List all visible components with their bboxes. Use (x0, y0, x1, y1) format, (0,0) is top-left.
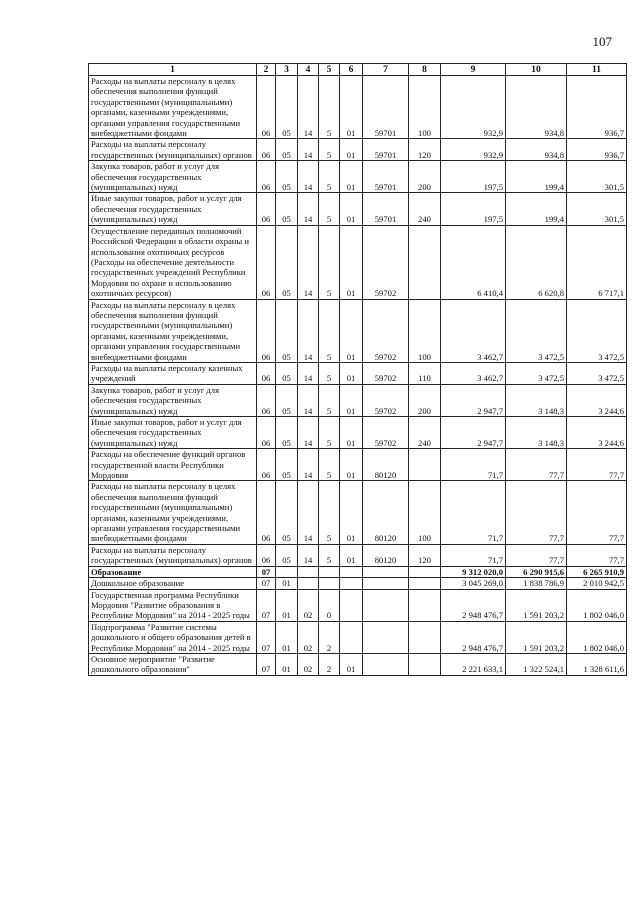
amount-year3: 936,7 (567, 76, 627, 139)
code-csr: 59702 (363, 384, 409, 416)
code-sub: 5 (319, 417, 340, 449)
row-name: Образование (89, 566, 257, 577)
amount-year3: 77,7 (567, 544, 627, 566)
code-ev: 01 (340, 481, 363, 544)
code-rz: 01 (276, 621, 298, 653)
table-row (89, 76, 627, 139)
table-row (89, 621, 627, 653)
amount-year3: 3 244,6 (567, 417, 627, 449)
page-number: 107 (592, 34, 612, 49)
amount-year3: 6 265 910,9 (567, 566, 627, 577)
table-row (89, 225, 627, 299)
amount-year1: 2 948 476,7 (441, 589, 506, 621)
amount-year3: 936,7 (567, 139, 627, 161)
column-header: 4 (298, 64, 319, 76)
code-pr (298, 578, 319, 589)
code-gp: 06 (257, 299, 276, 362)
code-vr: 200 (409, 384, 441, 416)
code-rz: 01 (276, 578, 298, 589)
table-row (89, 578, 627, 589)
code-gp: 06 (257, 481, 276, 544)
column-header: 1 (89, 64, 257, 76)
code-csr: 59701 (363, 139, 409, 161)
code-csr: 59701 (363, 76, 409, 139)
column-header: 2 (257, 64, 276, 76)
code-sub: 5 (319, 449, 340, 481)
row-name: Государственная программа Республики Мордовия "Развитие образования в Республике Мордовия" на 2014 - 2025 годы (89, 589, 257, 621)
code-pr: 14 (298, 417, 319, 449)
column-header: 10 (506, 64, 567, 76)
code-pr: 02 (298, 621, 319, 653)
code-ev (340, 589, 363, 621)
amount-year3: 1 802 046,0 (567, 621, 627, 653)
amount-year3: 3 472,5 (567, 299, 627, 362)
amount-year3: 6 717,1 (567, 225, 627, 299)
code-pr: 14 (298, 544, 319, 566)
row-name: Расходы на выплаты персоналу в целях обеспечения выполнения функций государственными (муниципальными) органами, казенными учреждениями, органами управления государственными внебюджетными фондами (89, 299, 257, 362)
code-vr: 100 (409, 481, 441, 544)
code-gp: 06 (257, 161, 276, 193)
row-name: Иные закупки товаров, работ и услуг для обеспечения государственных (муниципальных) нужд (89, 193, 257, 225)
code-ev: 01 (340, 76, 363, 139)
row-name: Расходы на обеспечение функций органов государственной власти Республики Мордовия (89, 449, 257, 481)
code-sub: 0 (319, 589, 340, 621)
code-pr: 14 (298, 449, 319, 481)
code-gp: 06 (257, 384, 276, 416)
code-ev (340, 621, 363, 653)
code-rz: 05 (276, 417, 298, 449)
amount-year3: 77,7 (567, 449, 627, 481)
amount-year3: 2 010 942,5 (567, 578, 627, 589)
row-name: Подпрограмма "Развитие системы дошкольного и общего образования детей в Республике Мордовия" на 2014 - 2025 годы (89, 621, 257, 653)
table-row (89, 653, 627, 675)
column-header: 5 (319, 64, 340, 76)
amount-year1: 2 947,7 (441, 417, 506, 449)
code-rz: 01 (276, 653, 298, 675)
code-pr: 14 (298, 362, 319, 384)
column-header: 6 (340, 64, 363, 76)
amount-year2: 3 148,3 (506, 417, 567, 449)
row-name: Расходы на выплаты персоналу казенных учреждений (89, 362, 257, 384)
amount-year1: 71,7 (441, 544, 506, 566)
table-row (89, 589, 627, 621)
code-vr (409, 621, 441, 653)
amount-year1: 9 312 020,0 (441, 566, 506, 577)
code-sub: 5 (319, 299, 340, 362)
code-vr (409, 653, 441, 675)
amount-year2: 1 322 524,1 (506, 653, 567, 675)
code-csr (363, 589, 409, 621)
table-row (89, 449, 627, 481)
table-row (89, 362, 627, 384)
amount-year1: 932,9 (441, 139, 506, 161)
row-name: Расходы на выплаты персоналу государственных (муниципальных) органов (89, 139, 257, 161)
code-pr: 14 (298, 481, 319, 544)
code-csr: 80120 (363, 544, 409, 566)
code-ev: 01 (340, 299, 363, 362)
amount-year2: 934,8 (506, 139, 567, 161)
column-header: 9 (441, 64, 506, 76)
code-pr: 14 (298, 225, 319, 299)
code-gp: 06 (257, 76, 276, 139)
code-csr: 59701 (363, 161, 409, 193)
code-rz: 05 (276, 299, 298, 362)
code-vr: 100 (409, 76, 441, 139)
code-ev: 01 (340, 653, 363, 675)
code-gp: 06 (257, 417, 276, 449)
code-gp: 06 (257, 449, 276, 481)
amount-year2: 3 472,5 (506, 299, 567, 362)
code-gp: 07 (257, 653, 276, 675)
code-rz: 05 (276, 225, 298, 299)
code-csr (363, 653, 409, 675)
amount-year2: 199,4 (506, 161, 567, 193)
code-vr: 120 (409, 139, 441, 161)
table-row (89, 139, 627, 161)
amount-year2: 934,8 (506, 76, 567, 139)
amount-year2: 77,7 (506, 544, 567, 566)
amount-year3: 3 472,5 (567, 362, 627, 384)
column-header: 3 (276, 64, 298, 76)
code-vr: 110 (409, 362, 441, 384)
code-ev (340, 566, 363, 577)
code-gp: 07 (257, 566, 276, 577)
column-header: 7 (363, 64, 409, 76)
code-gp: 06 (257, 139, 276, 161)
code-rz: 05 (276, 449, 298, 481)
code-vr: 240 (409, 193, 441, 225)
code-vr (409, 578, 441, 589)
row-name: Закупка товаров, работ и услуг для обеспечения государственных (муниципальных) нужд (89, 384, 257, 416)
code-sub: 2 (319, 621, 340, 653)
code-sub: 5 (319, 225, 340, 299)
row-name: Осуществление переданных полномочий Российской Федерации в области охраны и использования охотничьих ресурсов (Расходы на обеспечение деятельности государственных учреждений Республики Мордовия по охране и использованию охотничьих ресурсов) (89, 225, 257, 299)
code-pr: 14 (298, 299, 319, 362)
amount-year2: 1 591 203,2 (506, 589, 567, 621)
code-rz: 01 (276, 589, 298, 621)
code-vr: 240 (409, 417, 441, 449)
code-rz: 05 (276, 384, 298, 416)
amount-year1: 2 948 476,7 (441, 621, 506, 653)
code-sub: 5 (319, 384, 340, 416)
code-csr (363, 566, 409, 577)
amount-year2: 6 620,8 (506, 225, 567, 299)
code-rz: 05 (276, 362, 298, 384)
code-sub: 5 (319, 481, 340, 544)
header-row (89, 64, 627, 76)
code-gp: 06 (257, 225, 276, 299)
code-rz: 05 (276, 544, 298, 566)
code-rz: 05 (276, 76, 298, 139)
amount-year2: 3 472,5 (506, 362, 567, 384)
code-vr: 120 (409, 544, 441, 566)
code-ev: 01 (340, 362, 363, 384)
code-ev: 01 (340, 193, 363, 225)
code-sub (319, 578, 340, 589)
code-pr: 14 (298, 161, 319, 193)
amount-year3: 77,7 (567, 481, 627, 544)
amount-year3: 301,5 (567, 193, 627, 225)
code-vr (409, 449, 441, 481)
budget-table (88, 63, 627, 676)
amount-year3: 1 328 611,6 (567, 653, 627, 675)
amount-year1: 3 462,7 (441, 299, 506, 362)
code-csr (363, 578, 409, 589)
row-name: Дошкольное образование (89, 578, 257, 589)
code-ev: 01 (340, 449, 363, 481)
code-vr (409, 225, 441, 299)
amount-year1: 71,7 (441, 481, 506, 544)
code-gp: 07 (257, 589, 276, 621)
amount-year1: 71,7 (441, 449, 506, 481)
code-ev: 01 (340, 544, 363, 566)
amount-year1: 3 045 269,0 (441, 578, 506, 589)
amount-year1: 932,9 (441, 76, 506, 139)
code-rz: 05 (276, 161, 298, 193)
code-sub: 5 (319, 161, 340, 193)
amount-year2: 199,4 (506, 193, 567, 225)
code-sub: 5 (319, 76, 340, 139)
row-name: Основное мероприятие "Развитие дошкольного образования" (89, 653, 257, 675)
amount-year1: 6 410,4 (441, 225, 506, 299)
code-csr: 80120 (363, 449, 409, 481)
row-name: Расходы на выплаты персоналу государственных (муниципальных) органов (89, 544, 257, 566)
column-header: 8 (409, 64, 441, 76)
code-sub: 5 (319, 193, 340, 225)
table-row (89, 417, 627, 449)
amount-year1: 2 947,7 (441, 384, 506, 416)
code-ev: 01 (340, 139, 363, 161)
code-gp: 07 (257, 621, 276, 653)
code-sub: 5 (319, 544, 340, 566)
code-csr: 59701 (363, 193, 409, 225)
amount-year3: 1 802 046,0 (567, 589, 627, 621)
code-sub: 2 (319, 653, 340, 675)
amount-year2: 77,7 (506, 481, 567, 544)
code-ev: 01 (340, 161, 363, 193)
amount-year2: 1 838 786,9 (506, 578, 567, 589)
table-row (89, 544, 627, 566)
table-body (89, 76, 627, 676)
code-gp: 07 (257, 578, 276, 589)
code-pr: 14 (298, 139, 319, 161)
code-pr: 02 (298, 653, 319, 675)
code-csr: 80120 (363, 481, 409, 544)
row-name: Расходы на выплаты персоналу в целях обеспечения выполнения функций государственными (муниципальными) органами, казенными учреждениями, органами управления государственными внебюджетными фондами (89, 481, 257, 544)
table-row (89, 384, 627, 416)
code-ev: 01 (340, 417, 363, 449)
code-csr: 59702 (363, 225, 409, 299)
amount-year2: 1 591 203,2 (506, 621, 567, 653)
table-row (89, 299, 627, 362)
column-header: 11 (567, 64, 627, 76)
code-csr (363, 621, 409, 653)
code-csr: 59702 (363, 362, 409, 384)
amount-year1: 3 462,7 (441, 362, 506, 384)
code-sub (319, 566, 340, 577)
code-ev: 01 (340, 225, 363, 299)
code-csr: 59702 (363, 299, 409, 362)
row-name: Иные закупки товаров, работ и услуг для обеспечения государственных (муниципальных) нужд (89, 417, 257, 449)
code-vr: 200 (409, 161, 441, 193)
code-rz (276, 566, 298, 577)
code-rz: 05 (276, 139, 298, 161)
amount-year2: 6 290 915,6 (506, 566, 567, 577)
code-pr: 02 (298, 589, 319, 621)
table-row (89, 193, 627, 225)
table-row (89, 481, 627, 544)
code-gp: 06 (257, 544, 276, 566)
amount-year3: 301,5 (567, 161, 627, 193)
code-rz: 05 (276, 193, 298, 225)
code-pr: 14 (298, 384, 319, 416)
amount-year1: 197,5 (441, 193, 506, 225)
amount-year1: 2 221 633,1 (441, 653, 506, 675)
code-pr: 14 (298, 193, 319, 225)
code-vr (409, 589, 441, 621)
row-name: Расходы на выплаты персоналу в целях обеспечения выполнения функций государственными (муниципальными) органами, казенными учреждениями, органами управления государственными внебюджетными фондами (89, 76, 257, 139)
code-ev: 01 (340, 384, 363, 416)
row-name: Закупка товаров, работ и услуг для обеспечения государственных (муниципальных) нужд (89, 161, 257, 193)
code-vr (409, 566, 441, 577)
code-csr: 59702 (363, 417, 409, 449)
amount-year2: 77,7 (506, 449, 567, 481)
code-sub: 5 (319, 139, 340, 161)
table-row (89, 566, 627, 577)
table-row (89, 161, 627, 193)
amount-year1: 197,5 (441, 161, 506, 193)
code-sub: 5 (319, 362, 340, 384)
amount-year2: 3 148,3 (506, 384, 567, 416)
code-gp: 06 (257, 362, 276, 384)
code-ev (340, 578, 363, 589)
code-vr: 100 (409, 299, 441, 362)
code-rz: 05 (276, 481, 298, 544)
amount-year3: 3 244,6 (567, 384, 627, 416)
code-pr (298, 566, 319, 577)
code-gp: 06 (257, 193, 276, 225)
code-pr: 14 (298, 76, 319, 139)
